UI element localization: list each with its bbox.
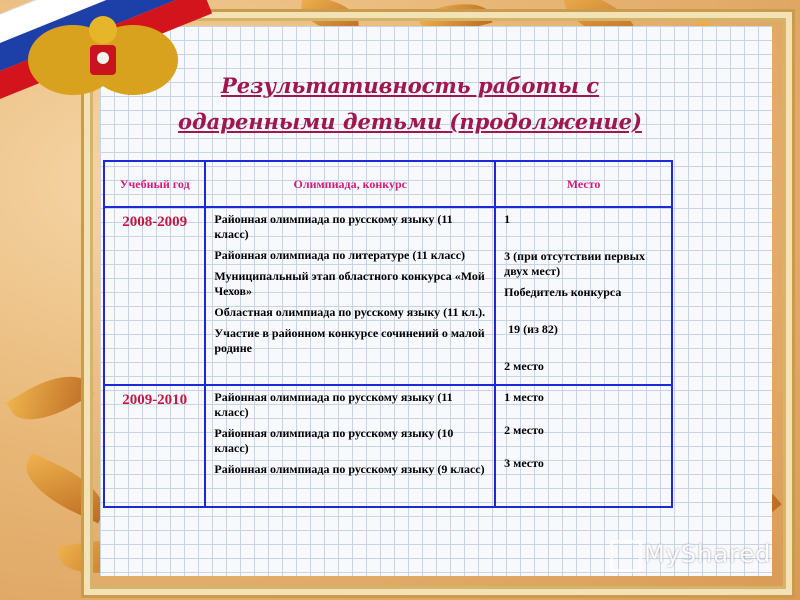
event-item: Районная олимпиада по литературе (11 класс) bbox=[214, 248, 466, 262]
table-row bbox=[104, 207, 672, 385]
page-title bbox=[160, 68, 660, 140]
header-place: Место bbox=[495, 161, 672, 207]
places-cell bbox=[495, 385, 672, 507]
watermark-icon bbox=[610, 540, 642, 572]
title-line-1: Результативность работы с bbox=[220, 73, 600, 98]
place-item: 3 (при отсутствии первых двух мест) bbox=[504, 249, 646, 278]
watermark-text: MyShared bbox=[644, 540, 772, 568]
places-cell bbox=[495, 207, 672, 385]
event-item: Муниципальный этап областного конкурса «Мой Чехов» bbox=[214, 269, 485, 298]
results-table bbox=[103, 160, 673, 508]
year-cell: 2008-2009 bbox=[104, 207, 205, 385]
table-row bbox=[104, 385, 672, 507]
place-item: 2 место bbox=[504, 359, 544, 373]
year-cell: 2009-2010 bbox=[104, 385, 205, 507]
event-item: Районная олимпиада по русскому языку (10 класс) bbox=[214, 426, 454, 455]
event-item: Районная олимпиада по русскому языку (11 класс) bbox=[214, 390, 453, 419]
table-header-row bbox=[104, 161, 672, 207]
place-item: 3 место bbox=[504, 456, 544, 470]
event-item: Районная олимпиада по русскому языку (9 класс) bbox=[214, 462, 485, 476]
place-item: 2 место bbox=[504, 423, 544, 437]
event-item: Районная олимпиада по русскому языку (11 класс) bbox=[214, 212, 453, 241]
event-item: Областная олимпиада по русскому языку (11 кл.). bbox=[214, 305, 486, 319]
header-year: Учебный год bbox=[104, 161, 205, 207]
place-item: Победитель конкурса bbox=[504, 285, 622, 299]
events-cell bbox=[205, 207, 495, 385]
place-item: 1 место bbox=[504, 390, 544, 404]
header-event: Олимпиада, конкурс bbox=[205, 161, 495, 207]
place-item: 19 (из 82) bbox=[508, 322, 558, 336]
event-item: Участие в районном конкурсе сочинений о малой родине bbox=[214, 326, 485, 355]
title-line-2: одаренными детьми (продолжение) bbox=[178, 109, 642, 134]
place-item: 1 bbox=[504, 212, 511, 226]
events-cell bbox=[205, 385, 495, 507]
